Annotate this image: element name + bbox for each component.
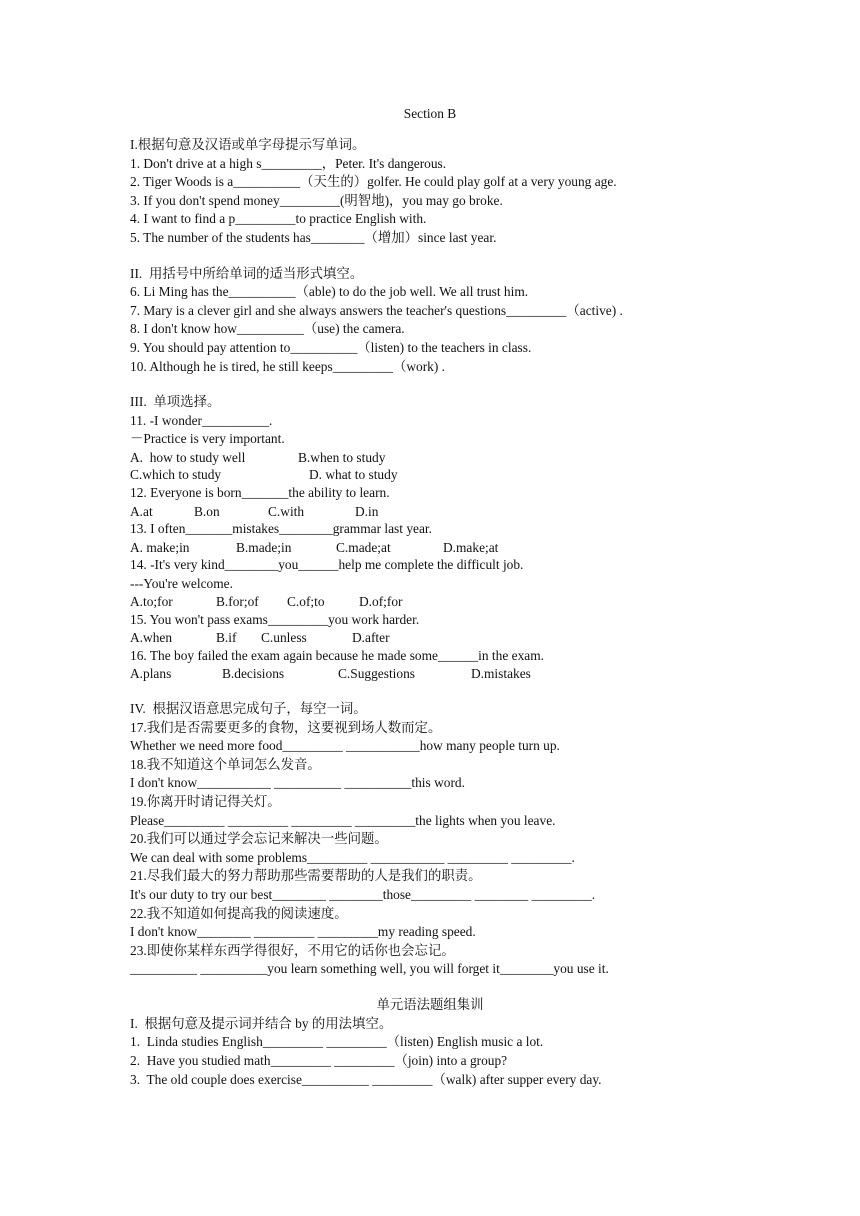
question-line: 2. Have you studied math_________ _________（join) into a group?	[130, 1053, 508, 1069]
option-c: C.of;to	[287, 594, 325, 610]
page-title: Section B	[403, 106, 457, 121]
question-line: 8. I don't know how__________（use) the camera.	[130, 321, 405, 337]
question-en: Please_________ _________ _________ _________the lights when you leave.	[130, 812, 556, 828]
section-heading: I.根据句意及汉语或单字母提示写单词。	[130, 137, 366, 152]
question-line: 10. Although he is tired, he still keeps_________（work) .	[130, 358, 446, 374]
option-b: B.when to study	[298, 449, 386, 465]
option-b: B.decisions	[222, 666, 285, 682]
options-row	[130, 629, 730, 647]
grammar-section	[130, 995, 730, 1089]
option-c: C.which to study	[130, 467, 222, 483]
question-line: 3. The old couple does exercise__________ _________（walk) after supper every day.	[130, 1071, 602, 1087]
question-cn: 21.尽我们最大的努力帮助那些需要帮助的人是我们的职责。	[130, 868, 482, 884]
option-d: D. what to study	[309, 467, 398, 483]
question-line: 4. I want to find a p_________to practice English with.	[130, 211, 427, 227]
option-a: A. how to study well	[130, 449, 246, 465]
section-4	[130, 700, 730, 979]
section-heading: II. 用括号中所给单词的适当形式填空。	[130, 265, 364, 281]
question-line: ---You're welcome.	[130, 575, 233, 591]
option-b: B.for;of	[216, 594, 259, 610]
question-cn: 19.你离开时请记得关灯。	[130, 793, 281, 809]
options-row	[130, 449, 730, 467]
question-line: 14. -It's very kind________you______help me complete the difficult job.	[130, 557, 524, 573]
question-line: 2. Tiger Woods is a__________（天生的）golfer. He could play golf at a very young age.	[130, 174, 617, 190]
option-a: A.to;for	[130, 594, 173, 610]
option-d: D.make;at	[443, 539, 499, 555]
section-2	[130, 265, 730, 377]
question-en: I don't know___________ __________ __________this word.	[130, 775, 465, 791]
question-en: We can deal with some problems_________ ___________ _________ _________.	[130, 849, 575, 865]
question-line: 6. Li Ming has the__________（able) to do the job well. We all trust him.	[130, 284, 529, 300]
option-c: C.unless	[261, 630, 307, 646]
options-row	[130, 539, 730, 557]
question-cn: 23.即使你某样东西学得很好，不用它的话你也会忘记。	[130, 942, 455, 958]
document-page	[130, 104, 730, 1089]
option-c: C.Suggestions	[338, 666, 416, 682]
section-1	[130, 136, 730, 248]
option-a: A. make;in	[130, 539, 190, 555]
options-row	[130, 593, 730, 611]
section-3	[130, 393, 730, 683]
question-en: Whether we need more food_________ ___________how many people turn up.	[130, 738, 560, 754]
option-d: D.of;for	[359, 594, 403, 610]
question-line: 16. The boy failed the exam again because he made some______in the exam.	[130, 647, 544, 663]
option-c: C.with	[268, 503, 305, 519]
question-line: 9. You should pay attention to__________（listen) to the teachers in class.	[130, 339, 532, 355]
question-line: 13. I often_______mistakes________grammar last year.	[130, 521, 432, 536]
question-cn: 17.我们是否需要更多的食物，这要视到场人数而定。	[130, 719, 442, 735]
question-line: 1. Linda studies English_________ _________（listen) English music a lot.	[130, 1034, 544, 1050]
grammar-title: 单元语法题组集训	[376, 996, 484, 1012]
option-a: A.when	[130, 630, 173, 646]
question-line: 3. If you don't spend money_________(明智地)，you may go broke.	[130, 192, 503, 208]
question-line: －Practice is very important.	[130, 431, 285, 447]
option-b: B.on	[194, 503, 220, 519]
option-b: B.if	[216, 630, 237, 646]
options-row	[130, 665, 730, 683]
question-en: I don't know________ _________ _________my reading speed.	[130, 924, 476, 940]
option-d: D.in	[355, 503, 379, 519]
option-b: B.made;in	[236, 539, 292, 555]
options-row	[130, 503, 730, 521]
question-line: 1. Don't drive at a high s_________，Peter. It's dangerous.	[130, 155, 447, 171]
section-heading: IV. 根据汉语意思完成句子，每空一词。	[130, 700, 367, 716]
question-line: 7. Mary is a clever girl and she always answers the teacher's questions_________（active) .	[130, 302, 623, 318]
question-en: It's our duty to try our best________ ________those_________ ________ _________.	[130, 886, 596, 902]
question-cn: 20.我们可以通过学会忘记来解决一些问题。	[130, 831, 388, 847]
options-row	[130, 466, 730, 484]
option-d: D.after	[352, 630, 390, 646]
question-line: 11. -I wonder__________.	[130, 412, 273, 428]
question-en: __________ __________you learn something well, you will forget it________you use it.	[130, 961, 609, 977]
question-cn: 22.我不知道如何提高我的阅读速度。	[130, 905, 348, 921]
option-d: D.mistakes	[471, 666, 531, 682]
question-cn: 18.我不知道这个单词怎么发音。	[130, 756, 321, 772]
question-line: 15. You won't pass exams_________you work harder.	[130, 611, 420, 627]
question-line: 5. The number of the students has________（增加）since last year.	[130, 229, 497, 245]
section-heading: I. 根据句意及提示词并结合 by 的用法填空。	[130, 1015, 393, 1031]
section-heading: III. 单项选择。	[130, 394, 221, 410]
option-a: A.at	[130, 503, 153, 519]
option-a: A.plans	[130, 666, 172, 682]
option-c: C.made;at	[336, 539, 391, 555]
question-line: 12. Everyone is born_______the ability to learn.	[130, 484, 390, 500]
